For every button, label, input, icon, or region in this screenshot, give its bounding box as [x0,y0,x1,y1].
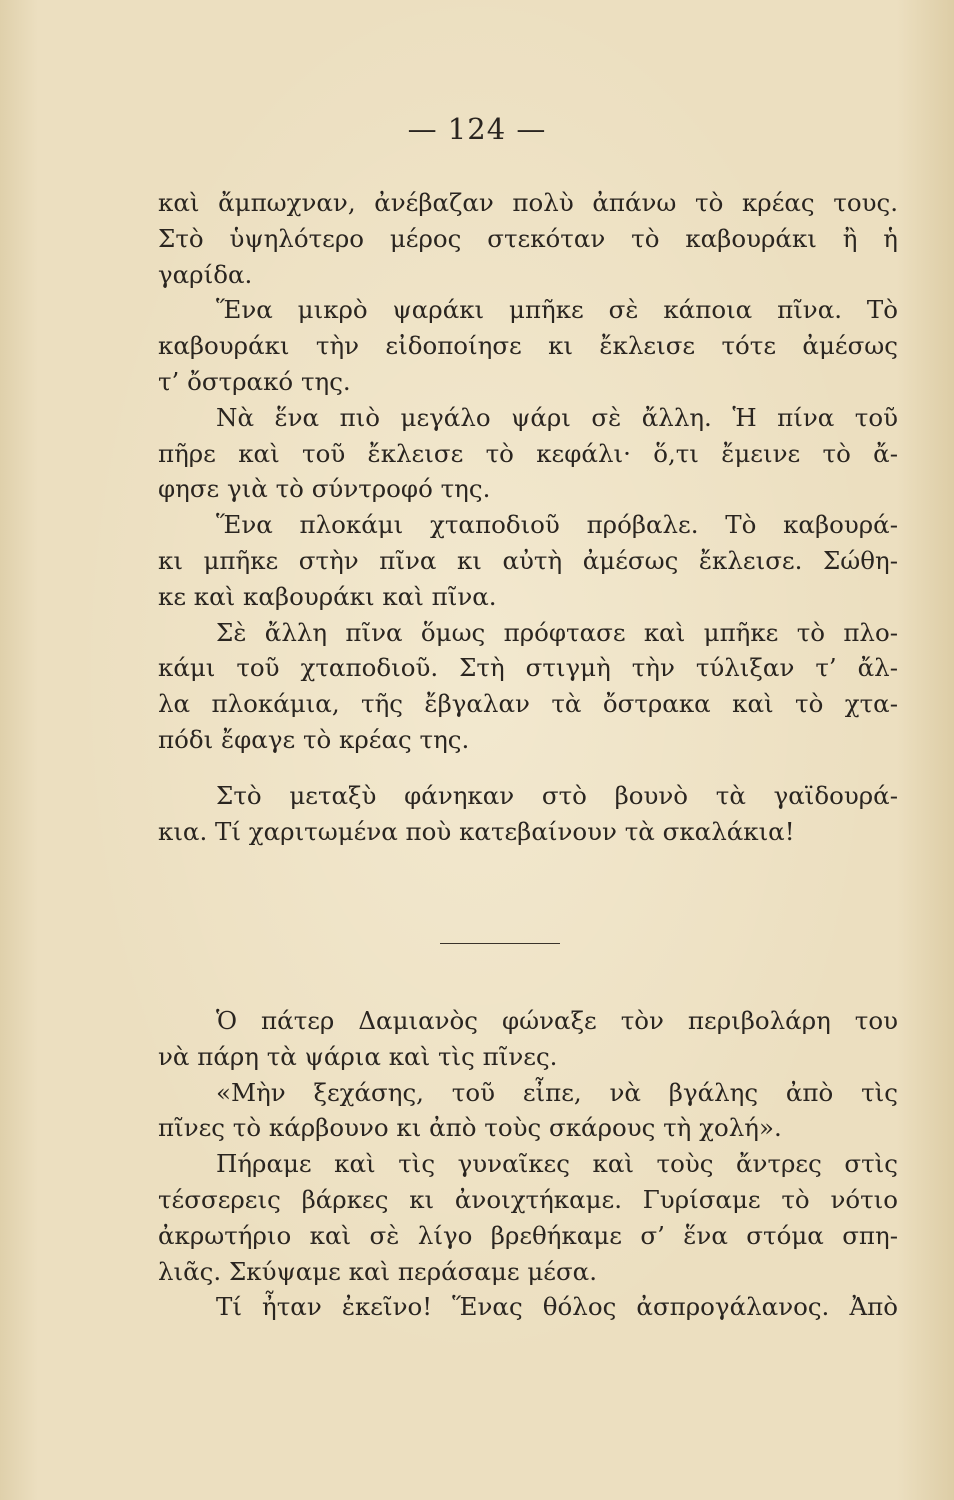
text-line: Νὰ ἕνα πιὸ μεγάλο ψάρι σὲ ἄλλη. Ἡ πίνα τοῦ [216,402,898,432]
text-line: καὶ ἄμπωχναν, ἀνέβαζαν πολὺ ἀπάνω τὸ κρέας τους. [158,188,898,217]
text-line: τ’ ὄστρακό της. [158,366,351,396]
text-line: κια. Τί χαριτωμένα ποὺ κατεβαίνουν τὰ σκαλάκια! [158,816,795,846]
paragraph-gap [158,758,898,778]
text-line: «Μὴν ξεχάσης, τοῦ εἶπε, νὰ βγάλης ἀπὸ τὶς [216,1077,898,1107]
text-line: πῖνες τὸ κάρβουνο κι ἀπὸ τοὺς σκάρους τὴ χολή». [158,1113,782,1143]
text-section-one [158,185,898,849]
text-line: πῆρε καὶ τοῦ ἔκλεισε τὸ κεφάλι· ὅ,τι ἔμεινε τὸ ἄ- [158,438,898,468]
text-line: καβουράκι τὴν εἰδοποίησε κι ἔκλεισε τότε ἀμέσως [158,331,898,361]
text-line: λιᾶς. Σκύψαμε καὶ περάσαμε μέσα. [158,1256,598,1286]
text-line: Ὁ πάτερ Δαμιανὸς φώναξε τὸν περιβολάρη του [216,1006,898,1035]
text-line: Πήραμε καὶ τὶς γυναῖκες καὶ τοὺς ἄντρες στὶς [216,1149,898,1179]
text-line: Σὲ ἄλλη πῖνα ὅμως πρόφτασε καὶ μπῆκε τὸ πλο- [216,617,898,647]
text-line: νὰ πάρη τὰ ψάρια καὶ τὶς πῖνες. [158,1041,558,1071]
text-line: κι μπῆκε στὴν πῖνα κι αὐτὴ ἀμέσως ἔκλεισε. Σώθη- [158,545,898,575]
section-divider [440,943,560,944]
text-line: γαρίδα. [158,259,253,289]
text-line: κε καὶ καβουράκι καὶ πῖνα. [158,581,497,611]
text-section-two [158,1003,898,1325]
text-line: Ἕνα μικρὸ ψαράκι μπῆκε σὲ κάποια πῖνα. Τὸ [216,295,898,325]
text-line: Τί ἦταν ἐκεῖνο! Ἕνας θόλος ἀσπρογάλανος. Ἀπὸ [216,1292,898,1322]
text-line: Ἕνα πλοκάμι χταποδιοῦ πρόβαλε. Τὸ καβουρά- [216,510,898,540]
text-line: κάμι τοῦ χταποδιοῦ. Στὴ στιγμὴ τὴν τύλιξαν τ’ ἄλ- [158,653,898,683]
text-line: λα πλοκάμια, τῆς ἔβγαλαν τὰ ὄστρακα καὶ τὸ χτα- [158,689,898,719]
text-line: ἀκρωτήριο καὶ σὲ λίγο βρεθήκαμε σ’ ἕνα στόμα σπη- [158,1220,898,1250]
text-line: Στὸ μεταξὺ φάνηκαν στὸ βουνὸ τὰ γαϊδουρά- [216,780,898,810]
text-line: Στὸ ὑψηλότερο μέρος στεκόταν τὸ καβουράκι ἢ ἡ [158,223,898,253]
text-line: τέσσερεις βάρκες κι ἀνοιχτήκαμε. Γυρίσαμε τὸ νότιο [158,1184,898,1214]
page-number: — 124 — [407,112,547,146]
text-line: πόδι ἔφαγε τὸ κρέας της. [158,724,470,754]
text-line: φησε γιὰ τὸ σύντροφό της. [158,474,491,504]
